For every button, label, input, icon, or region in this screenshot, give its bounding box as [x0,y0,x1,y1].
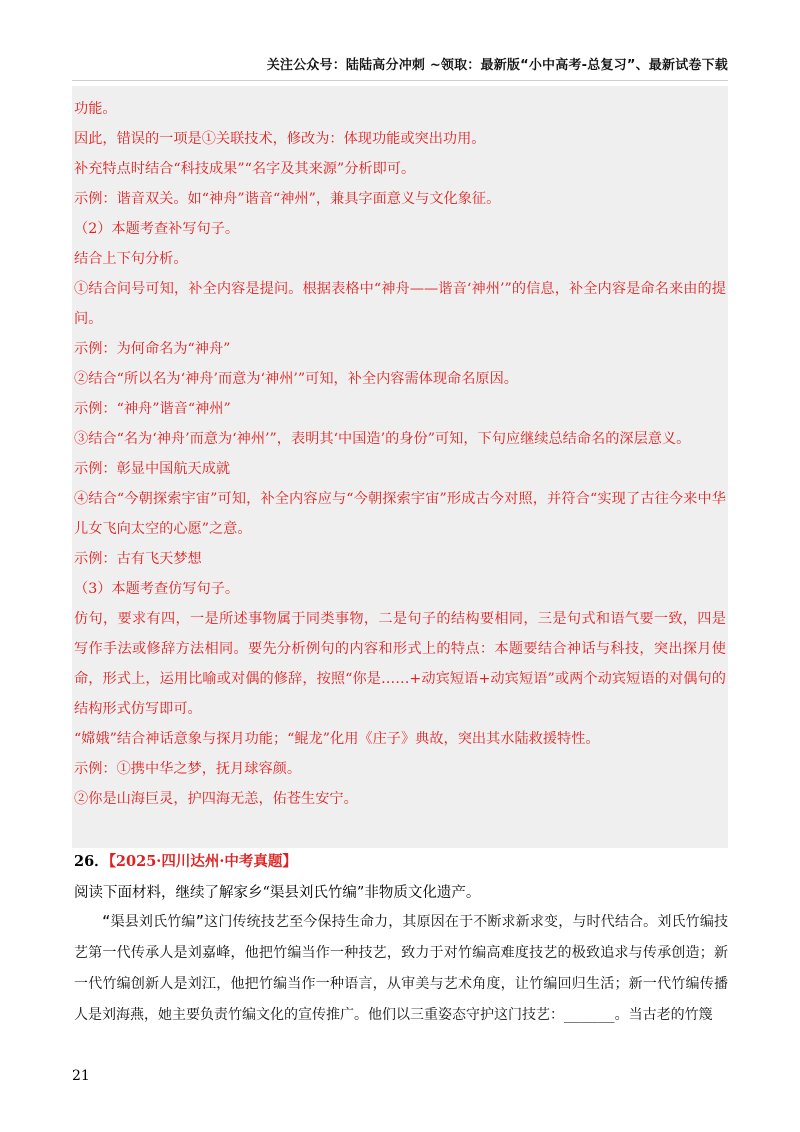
question-title [74,851,297,873]
page-header: 关注公众号：陆陆高分冲刺 ~领取：最新版“小中高考-总复习”、最新试卷下载 [266,58,728,73]
answer-line: ③结合“名为‘神舟’而意为‘神州’”，表明其‘中国造’的身份”可知，下句应继续总结命名的深层意义。 [74,431,691,447]
answer-line: 结合上下句分析。 [74,251,188,267]
answer-line: 示例：为何命名为“神舟” [74,341,231,357]
reading-passage: “渠县刘氏竹编”这门传统技艺至今保持生命力，其原因在于不断求新求变，与时代结合。刘氏竹编技艺第一代传承人是刘嘉峰，他把竹编当作一种技艺，致力于对竹编高难度技艺的极致追求与传承创造；新一代竹编创新人是刘江，他把竹编当作一种语言，从审美与艺术角度，让竹编回归生活；新一代竹编传播人是刘海燕，她主要负责竹编文化的宣传推广。他们以三重姿态守护这门技艺：______。当古老的竹篾 [74,914,728,1023]
question-intro: 阅读下面材料，继续了解家乡“渠县刘氏竹编”非物质文化遗产。 [74,885,481,901]
answer-line: 仿句，要求有四，一是所述事物属于同类事物，二是句子的结构要相同，三是句式和语气要一致，四是写作手法或修辞方法相同。要先分析例句的内容和形式上的特点：本题要结合神话与科技，突出探月使命，形式上，运用比喻或对偶的修辞，按照“你是……+动宾短语+动宾短语”或两个动宾短语的对偶句的结构形式仿写即可。 [74,611,726,717]
answer-line: （2）本题考查补写句子。 [74,221,240,237]
answer-line: “嫦娥”结合神话意象与探月功能；“鲲龙”化用《庄子》典故，突出其水陆救援特性。 [74,731,600,747]
answer-line: 补充特点时结合“科技成果”“名字及其来源”分析即可。 [74,161,416,177]
answer-line: ②你是山海巨灵，护四海无恙，佑苍生安宁。 [74,791,358,807]
question-number: 26． [74,853,109,870]
answer-line: 示例：“神舟”谐音“神州” [74,401,231,417]
answer-line: 示例：①携中华之梦，抚月球容颜。 [74,761,302,777]
answer-explanation-block [72,86,728,848]
answer-line: 示例：彰显中国航天成就 [74,461,231,477]
answer-line: ④结合“今朝探索宇宙”可知，补全内容应与“今朝探索宇宙”形成古今对照，并符合“实现了古往今来中华儿女飞向太空的心愿”之意。 [74,491,726,537]
page-number: 21 [72,1068,90,1084]
answer-line: ②结合“所以名为‘神舟’而意为‘神州’”可知，补全内容需体现命名原因。 [74,371,518,387]
answer-line: （3）本题考查仿写句子。 [74,581,240,597]
answer-line: 示例：谐音双关。如“神舟”谐音“神州”，兼具字面意义与文化象征。 [74,191,501,207]
header-divider [72,80,728,81]
answer-line: 因此，错误的一项是①关联技术，修改为：体现功能或突出功用。 [74,131,486,147]
question-source: 【2025·四川达州·中考真题】 [108,853,297,870]
answer-line: 示例：古有飞天梦想 [74,551,202,567]
answer-line: ①结合问号可知，补全内容是提问。根据表格中“神舟——谐音‘神州’”的信息，补全内容是命名来由的提问。 [74,281,726,327]
answer-line: 功能。 [74,101,117,117]
